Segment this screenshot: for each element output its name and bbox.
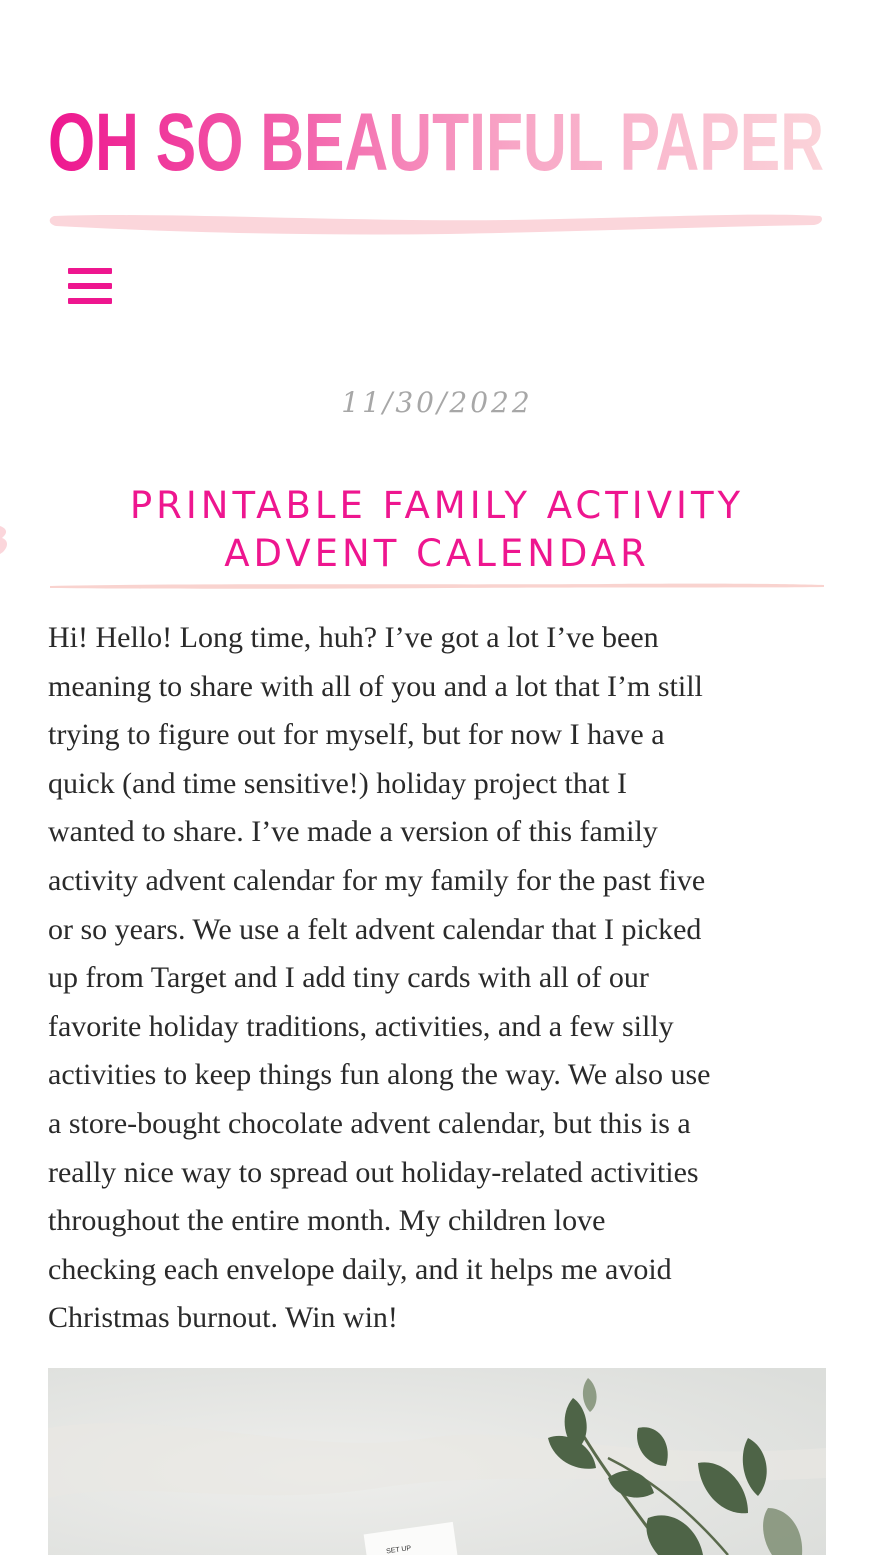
body-line: up from Target and I add tiny cards with all of our	[48, 961, 649, 995]
hamburger-menu-button[interactable]	[62, 262, 118, 312]
site-logo-text: OH SO BEAUTIFUL PAPER	[48, 97, 824, 188]
body-line: activity advent calendar for my family for the past five	[48, 863, 706, 897]
body-line: Hi! Hello! Long time, huh? I’ve got a lot I’ve been	[48, 621, 659, 654]
body-line: a store-bought chocolate advent calendar, but this is a	[48, 1106, 691, 1140]
photo-card-text: SET UP	[385, 1545, 412, 1555]
title-divider-brushstroke	[48, 580, 826, 592]
body-line: favorite holiday traditions, activities, and a few silly	[48, 1009, 674, 1043]
post-title-line: ADVENT CALENDAR	[224, 532, 650, 575]
body-line: trying to figure out for myself, but for now I have a	[48, 718, 665, 752]
eucalyptus-photo	[48, 1368, 826, 1555]
body-line: activities to keep things fun along the way. We also use	[48, 1058, 711, 1092]
body-line: checking each envelope daily, and it helps me avoid	[48, 1252, 672, 1286]
post-title-line: PRINTABLE FAMILY ACTIVITY	[129, 484, 745, 527]
body-line: or so years. We use a felt advent calendar that I picked	[48, 912, 702, 946]
post-body-paragraph	[48, 614, 826, 1343]
post-title[interactable]	[48, 482, 826, 578]
decorative-edge-mark	[0, 520, 12, 560]
site-logo[interactable]	[48, 92, 826, 192]
body-line: Christmas burnout. Win win!	[48, 1301, 398, 1335]
body-line: throughout the entire month. My children love	[48, 1204, 606, 1238]
post-date: 11/30/2022	[341, 386, 533, 419]
body-line: quick (and time sensitive!) holiday project that I	[48, 766, 627, 800]
site-logo-image	[48, 92, 826, 192]
body-line: meaning to share with all of you and a lot that I’m still	[48, 669, 703, 703]
logo-underline-brushstroke	[48, 208, 826, 242]
body-line: really nice way to spread out holiday-related activities	[48, 1155, 699, 1189]
body-line: wanted to share. I’ve made a version of this family	[48, 815, 658, 849]
post-photo[interactable]	[48, 1368, 826, 1555]
